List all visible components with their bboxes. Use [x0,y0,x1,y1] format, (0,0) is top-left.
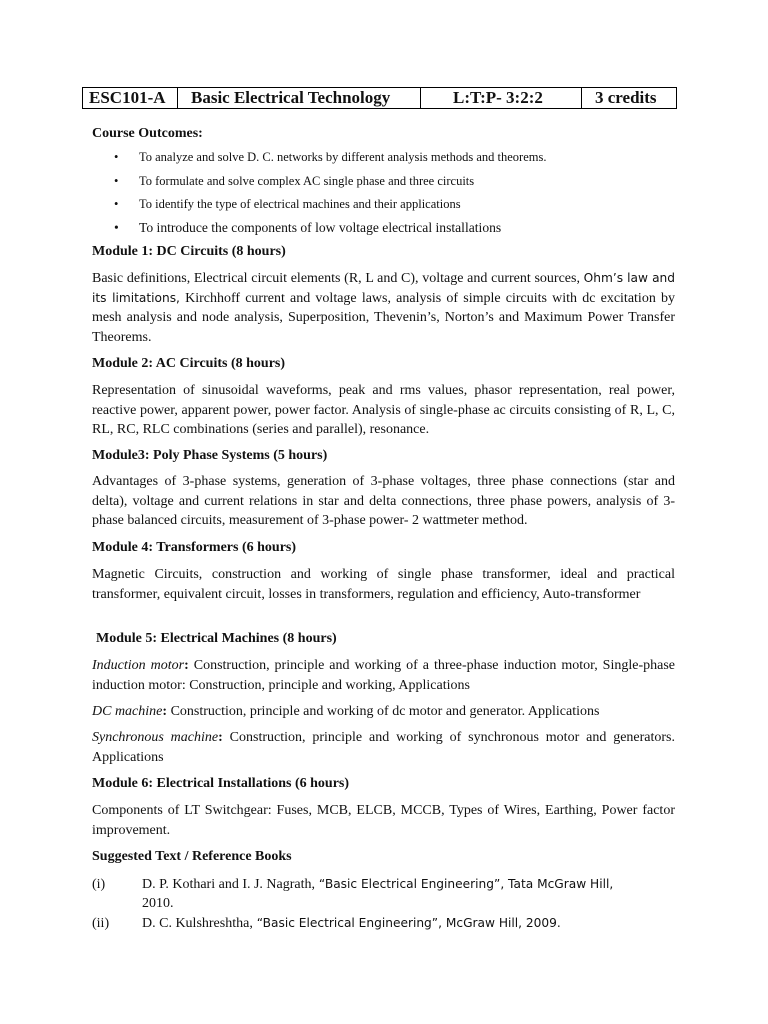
module-1-heading: Module 1: DC Circuits (8 hours) [92,244,286,259]
module-6-heading: Module 6: Electrical Installations (6 hours) [92,776,350,791]
outcome-text: To introduce the components of low voltage electrical installations [139,219,502,235]
module-5-heading: Module 5: Electrical Machines (8 hours) [96,631,337,646]
book-text: D. P. Kothari and I. J. Nagrath, “Basic Electrical Engineering”, Tata McGraw Hill, [142,877,614,892]
course-title: Basic Electrical Technology [178,88,421,108]
bullet-icon: • [114,219,119,235]
books-heading: Suggested Text / Reference Books [92,849,292,864]
outcome-text: To identify the type of electrical machines and their applications [139,197,461,211]
module-5-sync-text: Synchronous machine: Construction, principle and working of synchronous motor and generators. Applications [92,730,676,765]
module-2-text: Representation of sinusoidal waveforms, peak and rms values, phasor representation, real power, reactive power, apparent power, power factor. Analysis of single-phase ac circuits consisting of R, L, C, RL, RC, RLC combinations (series and parallel), resonance. [92,383,675,438]
module-3-heading: Module3: Poly Phase Systems (5 hours) [92,448,328,463]
module-2-heading: Module 2: AC Circuits (8 hours) [92,356,286,371]
course-ltp: L:T:P- 3:2:2 [421,88,582,108]
outcome-item [92,149,546,173]
book-text: D. C. Kulshreshtha, “Basic Electrical Engineering”, McGraw Hill, 2009. [142,916,561,931]
module-4-heading: Module 4: Transformers (6 hours) [92,540,297,555]
module-3-text: Advantages of 3-phase systems, generation of 3-phase voltages, three phase connections (star and delta), voltage and current relations in star and delta connections, three phase powers, analysis of 3-phase balanced circuits, measurement of 3-phase power- 2 wattmeter method. [92,474,675,529]
course-outcomes-list [92,149,546,243]
course-code: ESC101-A [83,88,178,108]
bullet-icon: • [114,150,119,164]
bullet-icon: • [114,197,119,211]
course-header-table [82,87,677,109]
module-5-induction-text: Induction motor: Construction, principle and working of a three-phase induction motor, Single-phase induction motor: Construction, principle and working, Applications [92,658,675,693]
outcome-item [92,220,546,244]
outcome-item [92,196,546,220]
course-outcomes-heading: Course Outcomes: [92,126,203,141]
book-number: (ii) [92,916,110,931]
outcome-text: To formulate and solve complex AC single phase and three circuits [139,173,475,188]
course-credits: 3 credits [595,88,657,107]
book-year: 2010. [142,896,174,911]
outcome-item [92,173,546,197]
outcome-text: To analyze and solve D. C. networks by different analysis methods and theorems. [139,150,547,164]
module-1-text: Basic definitions, Electrical circuit elements (R, L and C), voltage and current sources, Ohm’s law and its limitations, Kirchhoff current and voltage laws, analysis of simple circuits with dc excitation by mesh analysis and node analysis, Superposition, Thevenin’s, Norton’s and Maximum Power Transfer Theorems. [92,271,676,345]
module-5-dc-text: DC machine: Construction, principle and working of dc motor and generator. Applications [92,704,600,719]
module-6-text: Components of LT Switchgear: Fuses, MCB, ELCB, MCCB, Types of Wires, Earthing, Power factor improvement. [92,803,675,838]
book-number: (i) [92,877,106,892]
bullet-icon: • [114,173,119,188]
module-4-text: Magnetic Circuits, construction and working of single phase transformer, ideal and practical transformer, equivalent circuit, losses in transformers, regulation and efficiency, Auto-transformer [92,567,675,602]
